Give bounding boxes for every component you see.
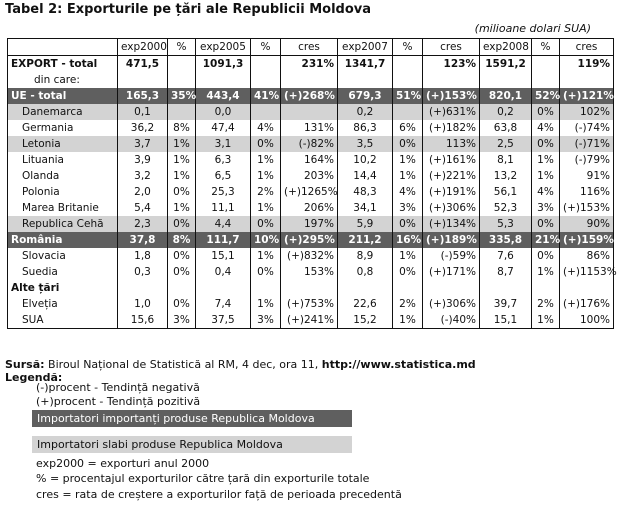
table-cell: (+)191%: [423, 184, 480, 200]
table-cell: [196, 72, 251, 88]
row-label: Suedia: [8, 264, 118, 280]
table-cell: 0%: [532, 216, 560, 232]
table-cell: 153%: [281, 264, 338, 280]
table-cell: 0,2: [480, 104, 532, 120]
table-cell: 52%: [532, 88, 560, 104]
table-cell: 1,0: [118, 296, 168, 312]
table-cell: 8,1: [480, 152, 532, 168]
row-label: Germania: [8, 120, 118, 136]
table-cell: (+)306%: [423, 200, 480, 216]
table-cell: 15,1: [480, 312, 532, 329]
table-cell: 37,8: [118, 232, 168, 248]
table-cell: 7,4: [196, 296, 251, 312]
table-cell: 8%: [168, 232, 196, 248]
table-cell: [560, 72, 614, 88]
table-cell: 63,8: [480, 120, 532, 136]
table-cell: 0%: [168, 296, 196, 312]
table-cell: [281, 72, 338, 88]
table-cell: 1%: [532, 312, 560, 329]
table-cell: 2%: [393, 296, 423, 312]
column-header: cres: [423, 39, 480, 56]
table-cell: 0%: [393, 136, 423, 152]
table-cell: 34,1: [338, 200, 393, 216]
table-cell: 2,3: [118, 216, 168, 232]
table-cell: 1%: [168, 136, 196, 152]
table-cell: 2%: [532, 296, 560, 312]
table-cell: 0,8: [338, 264, 393, 280]
table-body: [8, 39, 617, 329]
table-cell: 820,1: [480, 88, 532, 104]
table-cell: 0,2: [338, 104, 393, 120]
table-cell: 2%: [251, 184, 281, 200]
table-cell: (+)189%: [423, 232, 480, 248]
table-cell: 2,0: [118, 184, 168, 200]
column-header: cres: [560, 39, 614, 56]
table-cell: (+)121%: [560, 88, 614, 104]
table-cell: 6,3: [196, 152, 251, 168]
column-header: exp2007: [338, 39, 393, 56]
table-cell: 3,1: [196, 136, 251, 152]
table-row: [8, 168, 614, 184]
row-label: SUA: [8, 312, 118, 329]
table-cell: 1,8: [118, 248, 168, 264]
table-cell: 8,7: [480, 264, 532, 280]
table-cell: 206%: [281, 200, 338, 216]
table-cell: 3%: [393, 200, 423, 216]
table-cell: [532, 56, 560, 73]
table-cell: 14,4: [338, 168, 393, 184]
table-title: Tabel 2: Exporturile pe țări ale Republicii Moldova: [5, 2, 372, 17]
table-cell: 4%: [532, 184, 560, 200]
table-row: [8, 152, 614, 168]
table-cell: (-)79%: [560, 152, 614, 168]
source-label: Sursă:: [5, 358, 45, 371]
column-header: exp2005: [196, 39, 251, 56]
table-cell: 0,1: [118, 104, 168, 120]
table-cell: [338, 280, 393, 296]
table-cell: [251, 104, 281, 120]
table-cell: 100%: [560, 312, 614, 329]
table-cell: 48,3: [338, 184, 393, 200]
table-cell: 0%: [532, 136, 560, 152]
table-cell: 679,3: [338, 88, 393, 104]
table-cell: 90%: [560, 216, 614, 232]
table-cell: (+)182%: [423, 120, 480, 136]
table-cell: 0%: [251, 216, 281, 232]
table-cell: [251, 72, 281, 88]
column-header: cres: [281, 39, 338, 56]
row-label: Slovacia: [8, 248, 118, 264]
table-cell: 4%: [393, 184, 423, 200]
table-cell: 8,9: [338, 248, 393, 264]
table-cell: (+)161%: [423, 152, 480, 168]
table-cell: 37,5: [196, 312, 251, 329]
table-cell: 10%: [251, 232, 281, 248]
row-label: Olanda: [8, 168, 118, 184]
table-cell: [560, 280, 614, 296]
table-cell: 1%: [251, 296, 281, 312]
table-cell: 1591,2: [480, 56, 532, 73]
table-cell: 15,2: [338, 312, 393, 329]
table-row: [8, 280, 614, 296]
table-cell: 0%: [168, 184, 196, 200]
table-cell: (-)82%: [281, 136, 338, 152]
table-cell: 0,3: [118, 264, 168, 280]
table-cell: (+)134%: [423, 216, 480, 232]
table-cell: 52,3: [480, 200, 532, 216]
row-label: Letonia: [8, 136, 118, 152]
table-cell: 119%: [560, 56, 614, 73]
table-row: [8, 248, 614, 264]
table-cell: [480, 280, 532, 296]
table-cell: 1%: [168, 152, 196, 168]
table-cell: 1%: [532, 168, 560, 184]
table-cell: (+)153%: [423, 88, 480, 104]
table-cell: 1091,3: [196, 56, 251, 73]
table-cell: 0%: [168, 264, 196, 280]
table-cell: [251, 280, 281, 296]
table-cell: (+)631%: [423, 104, 480, 120]
table-cell: 36,2: [118, 120, 168, 136]
table-cell: 231%: [281, 56, 338, 73]
table-cell: [196, 280, 251, 296]
column-header: %: [168, 39, 196, 56]
source-text: Biroul Național de Statistică al RM, 4 dec, ora 11,: [44, 358, 322, 371]
table-cell: 131%: [281, 120, 338, 136]
table-cell: [118, 280, 168, 296]
table-cell: 102%: [560, 104, 614, 120]
row-label: din care:: [8, 72, 118, 88]
table-cell: 211,2: [338, 232, 393, 248]
table-cell: 0%: [393, 264, 423, 280]
legend-title: Legendă:: [5, 371, 63, 384]
table-cell: 13,2: [480, 168, 532, 184]
table-cell: 39,7: [480, 296, 532, 312]
row-label: Alte țări: [8, 280, 118, 296]
table-cell: 113%: [423, 136, 480, 152]
table-cell: [393, 72, 423, 88]
legend-weak-importers: Importatori slabi produse Republica Moldova: [32, 436, 352, 453]
source-line: [5, 358, 476, 371]
table-cell: 86%: [560, 248, 614, 264]
table-cell: 6,5: [196, 168, 251, 184]
table-cell: 165,3: [118, 88, 168, 104]
table-cell: 4,4: [196, 216, 251, 232]
row-label: EXPORT - total: [8, 56, 118, 73]
table-cell: 0%: [532, 248, 560, 264]
table-cell: 7,6: [480, 248, 532, 264]
legend-def-percent: % = procentajul exporturilor către țară din exporturile totale: [36, 472, 370, 485]
table-cell: [393, 280, 423, 296]
table-cell: 123%: [423, 56, 480, 73]
table-cell: (-)71%: [560, 136, 614, 152]
table-cell: 8%: [168, 120, 196, 136]
table-row: [8, 264, 614, 280]
row-label: Polonia: [8, 184, 118, 200]
table-cell: (+)832%: [281, 248, 338, 264]
table-cell: 164%: [281, 152, 338, 168]
export-table: [7, 38, 617, 329]
table-cell: [251, 56, 281, 73]
table-cell: 0%: [251, 136, 281, 152]
table-cell: 111,7: [196, 232, 251, 248]
table-cell: 5,3: [480, 216, 532, 232]
table-cell: 471,5: [118, 56, 168, 73]
table-cell: 2,5: [480, 136, 532, 152]
table-cell: 0%: [251, 264, 281, 280]
row-label: Marea Britanie: [8, 200, 118, 216]
table-cell: (+)176%: [560, 296, 614, 312]
table-cell: 0%: [532, 104, 560, 120]
source-link[interactable]: http://www.statistica.md: [321, 358, 476, 371]
table-cell: 116%: [560, 184, 614, 200]
table-cell: 21%: [532, 232, 560, 248]
table-cell: (+)171%: [423, 264, 480, 280]
unit-label: (milioane dolari SUA): [474, 22, 591, 35]
table-cell: (+)1153%: [560, 264, 614, 280]
table-cell: (+)221%: [423, 168, 480, 184]
table-cell: [168, 56, 196, 73]
legend-def-cres: cres = rata de creștere a exporturilor față de perioada precedentă: [36, 488, 402, 501]
table-row: [8, 296, 614, 312]
table-cell: [532, 280, 560, 296]
table-cell: [338, 72, 393, 88]
table-cell: 4%: [532, 120, 560, 136]
table-row: [8, 136, 614, 152]
table-row: [8, 88, 614, 104]
table-cell: 5,4: [118, 200, 168, 216]
table-cell: [168, 104, 196, 120]
table-cell: 6%: [393, 120, 423, 136]
table-cell: 1%: [393, 152, 423, 168]
table-cell: 3%: [168, 312, 196, 329]
table-cell: 3,2: [118, 168, 168, 184]
header-row: [8, 39, 614, 56]
table-cell: 3%: [532, 200, 560, 216]
table-cell: 1%: [251, 248, 281, 264]
table-cell: [168, 280, 196, 296]
table-cell: (+)295%: [281, 232, 338, 248]
legend-def-exp: exp2000 = exporturi anul 2000: [36, 457, 210, 470]
table-cell: 10,2: [338, 152, 393, 168]
table-cell: 1%: [251, 152, 281, 168]
table-row: [8, 200, 614, 216]
table-cell: 41%: [251, 88, 281, 104]
table-cell: 3%: [251, 312, 281, 329]
table-cell: 3,9: [118, 152, 168, 168]
table-cell: (-)74%: [560, 120, 614, 136]
table-cell: (+)159%: [560, 232, 614, 248]
table-cell: (+)153%: [560, 200, 614, 216]
table-cell: 1%: [168, 200, 196, 216]
table-row: [8, 216, 614, 232]
table-cell: 0%: [393, 216, 423, 232]
table-cell: 1%: [393, 312, 423, 329]
table-cell: (+)753%: [281, 296, 338, 312]
table-cell: 0,4: [196, 264, 251, 280]
table-cell: 1%: [393, 168, 423, 184]
table-cell: 22,6: [338, 296, 393, 312]
table-row: [8, 232, 614, 248]
table-cell: 47,4: [196, 120, 251, 136]
table-cell: 0,0: [196, 104, 251, 120]
table-cell: [393, 56, 423, 73]
legend-negative: (-)procent - Tendință negativă: [36, 381, 200, 394]
table-cell: 1%: [251, 168, 281, 184]
table-cell: 16%: [393, 232, 423, 248]
table-cell: 1%: [393, 248, 423, 264]
column-header: %: [532, 39, 560, 56]
table-cell: 15,6: [118, 312, 168, 329]
row-label: România: [8, 232, 118, 248]
table-row: [8, 120, 614, 136]
table-cell: 0%: [168, 248, 196, 264]
table-cell: (+)306%: [423, 296, 480, 312]
legend-important-importers: Importatori importanți produse Republica Moldova: [32, 410, 352, 427]
table-cell: 335,8: [480, 232, 532, 248]
table-cell: 1%: [251, 200, 281, 216]
table-cell: 35%: [168, 88, 196, 104]
column-header: %: [393, 39, 423, 56]
row-label: Republica Cehă: [8, 216, 118, 232]
table-cell: 86,3: [338, 120, 393, 136]
table-cell: 25,3: [196, 184, 251, 200]
table-cell: (+)268%: [281, 88, 338, 104]
table-row: [8, 56, 614, 73]
table-cell: 1%: [168, 168, 196, 184]
row-label: Danemarca: [8, 104, 118, 120]
table-cell: [480, 72, 532, 88]
table-row: [8, 104, 614, 120]
table-cell: 15,1: [196, 248, 251, 264]
table-row: [8, 72, 614, 88]
table-cell: 56,1: [480, 184, 532, 200]
legend-positive: (+)procent - Tendință pozitivă: [36, 395, 201, 408]
table-cell: 1341,7: [338, 56, 393, 73]
table-cell: [281, 104, 338, 120]
table-cell: 51%: [393, 88, 423, 104]
table-cell: 0%: [168, 216, 196, 232]
column-header: [8, 39, 118, 56]
table-cell: 443,4: [196, 88, 251, 104]
table-cell: [281, 280, 338, 296]
table-row: [8, 184, 614, 200]
table-cell: 91%: [560, 168, 614, 184]
table-cell: 203%: [281, 168, 338, 184]
table-cell: [423, 72, 480, 88]
table-row: [8, 312, 614, 329]
table-cell: 3,7: [118, 136, 168, 152]
table-cell: (-)59%: [423, 248, 480, 264]
column-header: %: [251, 39, 281, 56]
column-header: exp2008: [480, 39, 532, 56]
table-cell: [168, 72, 196, 88]
table-cell: [118, 72, 168, 88]
table-cell: 1%: [532, 152, 560, 168]
column-header: exp2000: [118, 39, 168, 56]
row-label: UE - total: [8, 88, 118, 104]
table-cell: [393, 104, 423, 120]
table-cell: (-)40%: [423, 312, 480, 329]
table-cell: 5,9: [338, 216, 393, 232]
table-cell: 4%: [251, 120, 281, 136]
table-cell: [532, 72, 560, 88]
table-cell: [423, 280, 480, 296]
table-cell: 11,1: [196, 200, 251, 216]
table-cell: (+)1265%: [281, 184, 338, 200]
row-label: Elveția: [8, 296, 118, 312]
table-cell: 1%: [532, 264, 560, 280]
table-cell: 197%: [281, 216, 338, 232]
table-cell: 3,5: [338, 136, 393, 152]
table-cell: (+)241%: [281, 312, 338, 329]
row-label: Lituania: [8, 152, 118, 168]
